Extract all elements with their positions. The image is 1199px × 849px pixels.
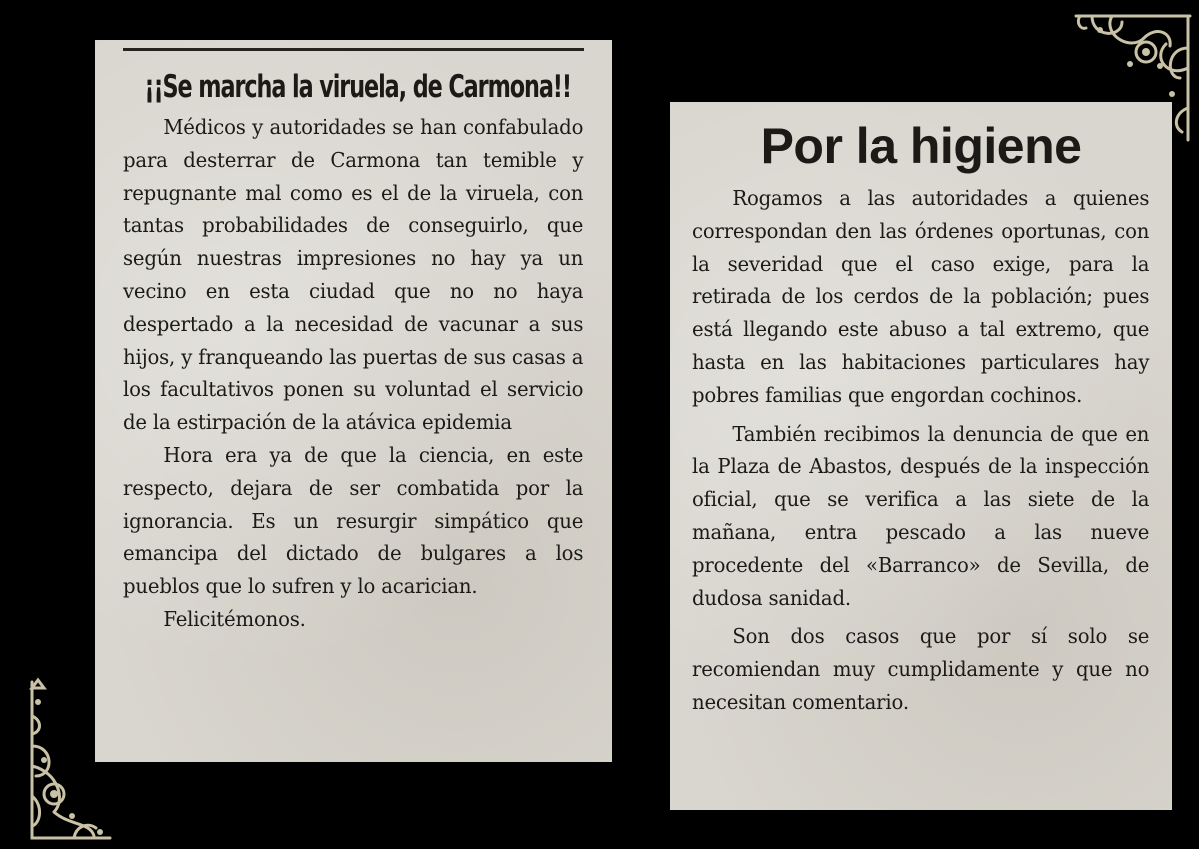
left-article-body (123, 111, 583, 636)
right-article-headline: Por la higiene (760, 118, 1082, 174)
left-article-paragraph: Felicitémonos. (163, 606, 306, 631)
right-article-paragraph: También recibimos la denuncia de que en la Plaza de Abastos, después de la inspección oficial, que se verifica a las siete de la mañana, entra pescado a las nueve procedente del «Barranco» de Sevilla, de dudosa sanidad. (692, 421, 1150, 610)
left-article-paragraph: Médicos y autoridades se han confabulado para desterrar de Carmona tan temible y repugnante mal como es el de la viruela, con tantas probabilidades de conseguirlo, que según nuestras impresiones no hay ya un vecino en esta ciudad que no no haya despertado a la necesidad de vacunar a sus hijos, y franqueando las puertas de sus casas a los facultativos ponen su voluntad el servicio de la estirpación de la atávica epidemia (123, 115, 584, 435)
right-article-paragraph: Son dos casos que por sí solo se recomiendan muy cumplidamente y que no necesitan comentario. (692, 624, 1150, 714)
left-article-paragraph: Hora era ya de que la ciencia, en este respecto, dejara de ser combatida por la ignorancia. Es un resurgir simpático que emancipa del dictado de bulgares a los pueblos que lo sufren y lo acarician. (123, 442, 584, 599)
left-newspaper-clipping (95, 40, 612, 762)
right-article-body (692, 182, 1149, 719)
left-article-headline: ¡¡Se marcha la viruela, de Carmona!! (144, 69, 572, 105)
right-newspaper-clipping (670, 102, 1172, 810)
corner-ornament-icon (1072, 8, 1196, 144)
right-article-paragraph: Rogamos a las autoridades a quienes correspondan den las órdenes oportunas, con la severidad que el caso exige, para la retirada de los cerdos de la población; pues está llegando este abuso a tal extremo, que hasta en las habitaciones particulares hay pobres familias que engordan cochinos. (692, 186, 1150, 407)
corner-ornament-icon (14, 676, 114, 844)
headline-rule (123, 48, 584, 51)
